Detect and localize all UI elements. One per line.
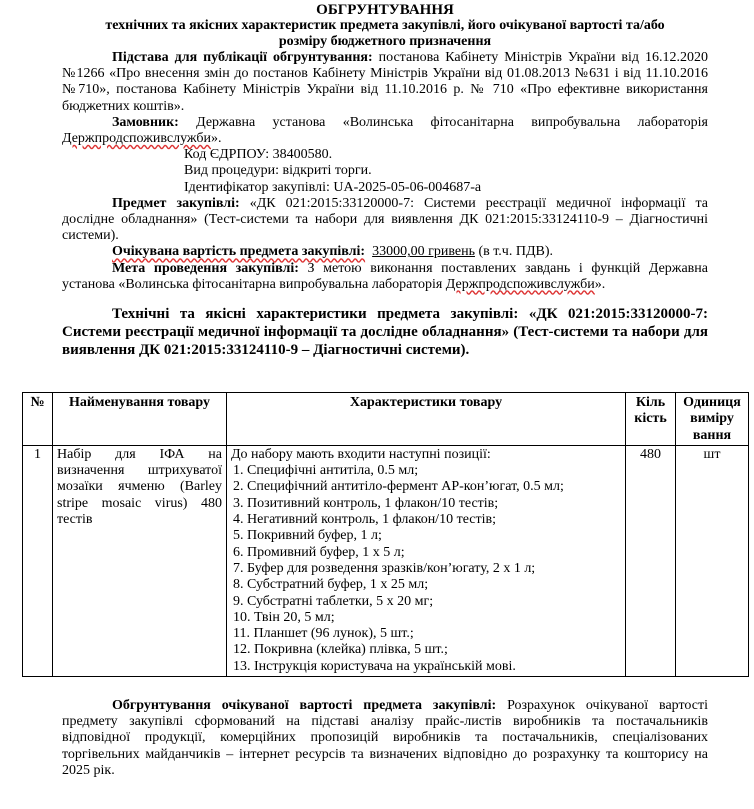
customer-text-wavy: Держпродспоживслужби [62, 131, 211, 147]
customer-paragraph [62, 115, 708, 147]
list-item: 1. Специфічні антитіла, 0.5 мл; [233, 463, 419, 479]
procedure-line: Вид процедури: відкриті торги. [184, 163, 372, 179]
spacer [62, 293, 708, 305]
row-no: 1 [23, 445, 53, 676]
expected-cost-label: Очікувана вартість предмета закупівлі: [112, 244, 366, 260]
edrpou-line: Код ЄДРПОУ: 38400580. [184, 147, 333, 163]
list-item: 7. Буфер для розведення зразків/кон’югату, 2 х 1 л; [233, 560, 536, 576]
document-title: ОБГРУНТУВАННЯ [316, 2, 454, 18]
purpose-label: Мета проведення закупівлі: [112, 260, 299, 276]
header-unit: Одиниця виміру вання [676, 393, 749, 446]
header-quantity: Кіль кість [626, 393, 676, 446]
expected-cost-suffix: (в т.ч. ПДВ). [474, 244, 553, 260]
price-basis-section [62, 698, 708, 779]
document-subtitle-line-1: технічних та якісних характеристик предмета закупівлі, його очікуваної вартості та/або [105, 18, 665, 33]
list-item: 2. Специфічний антитіло-фермент АР-кон’югат, 0.5 мл; [233, 479, 564, 495]
list-item: 9. Субстратні таблетки, 5 х 20 мг; [233, 593, 434, 609]
procurement-details [184, 147, 708, 196]
row-quantity: 480 [626, 445, 676, 676]
purpose-text-after: ». [594, 276, 606, 292]
table-row [23, 445, 749, 676]
price-basis-paragraph [62, 698, 708, 779]
subject-paragraph [62, 196, 708, 245]
subject-text: «ДК 021:2015:33120000-7: Системи реєстрації медичної інформації та дослідне обладнання» (Тест-системи та набори для виявлення ДК 021:2015:33124110-9 – Діагностичні системи). [62, 195, 708, 244]
purpose-paragraph [62, 261, 708, 293]
row-unit: шт [676, 445, 749, 676]
purpose-text-before: З метою виконання поставлених завдань і функцій Державна установа «Волинська фітосанітарна випробувальна лабораторія [62, 260, 708, 292]
expected-cost-paragraph [62, 244, 708, 260]
list-item: 8. Субстратний буфер, 1 х 25 мл; [233, 577, 429, 593]
subject-label: Предмет закупівлі: [112, 195, 240, 211]
list-item: 11. Планшет (96 лунок), 5 шт.; [233, 626, 414, 642]
basis-label: Підстава для публікації обгрунтування: [112, 50, 373, 65]
list-item: 12. Покривна (клейка) плівка, 5 шт.; [233, 642, 448, 658]
basis-text: постанова Кабінету Міністрів України від 16.12.2020 №1266 «Про внесення змін до постанов Кабінету Міністрів України від 01.08.2013 №631 і від 11.10.2016 №710», постанова Кабінету Міністрів України від 11.10.2016 р. № 710 «Про ефективне використання бюджетних коштів». [62, 50, 708, 114]
list-item: 13. Інструкція користувача на українській мові. [233, 658, 516, 674]
list-item: 4. Негативний контроль, 1 флакон/10 тестів; [233, 512, 496, 528]
price-basis-label: Обгрунтування очікуваної вартості предмета закупівлі: [112, 698, 497, 713]
characteristics-list [231, 463, 621, 675]
list-item: 10. Твін 20, 5 мл; [233, 609, 335, 625]
header-name: Найменування товару [53, 393, 227, 446]
document-subtitle-line-2: розміру бюджетного призначення [278, 34, 492, 49]
row-characteristics [227, 445, 626, 676]
customer-label: Замовник: [112, 114, 179, 130]
identifier-line: Ідентифікатор закупівлі: UA-2025-05-06-004687-a [184, 179, 482, 195]
expected-cost-amount: 33000,00 гривень [372, 244, 475, 260]
header-characteristics: Характеристики товару [227, 393, 626, 446]
table-header-row [23, 393, 749, 446]
row-name: Набір для ІФА на визначення штрихуватої мозаїки ячменю (Barley stripe mosaic virus) 480 тестів [53, 445, 227, 676]
tech-characteristics-heading: Технічні та якісні характеристики предмета закупівлі: «ДК 021:2015:33120000-7: Системи реєстрації медичної інформації та дослідне обладнання» (Тест-системи та набори для виявлення ДК 021:2015:33124110-9 – Діагностичні системи). [62, 306, 708, 359]
customer-text-after: ». [211, 131, 222, 147]
list-item: 6. Промивний буфер, 1 х 5 л; [233, 544, 405, 560]
list-item: 3. Позитивний контроль, 1 флакон/10 тестів; [233, 495, 499, 511]
list-item: 5. Покривний буфер, 1 л; [233, 528, 382, 544]
customer-text-before: Державна установа «Волинська фітосанітарна випробувальна лабораторія [178, 114, 708, 130]
header-no: № [23, 393, 53, 446]
goods-table [22, 392, 749, 677]
basis-paragraph [62, 50, 708, 115]
price-basis-text: Розрахунок очікуваної вартості предмету закупівлі сформований на підставі аналізу прайс-листів виробників та постачальників відповідної продукції, комерційних пропозицій виробників та постачальників, спеціалізованих торгівельних майданчиків – інтернет ресурсів та визначених відповідно до розрахунку та кошторису на 2025 рік. [62, 698, 708, 778]
characteristics-intro: До набору мають входити наступні позиції: [231, 446, 491, 462]
purpose-text-wavy: Держпродспоживслужби [445, 276, 595, 292]
